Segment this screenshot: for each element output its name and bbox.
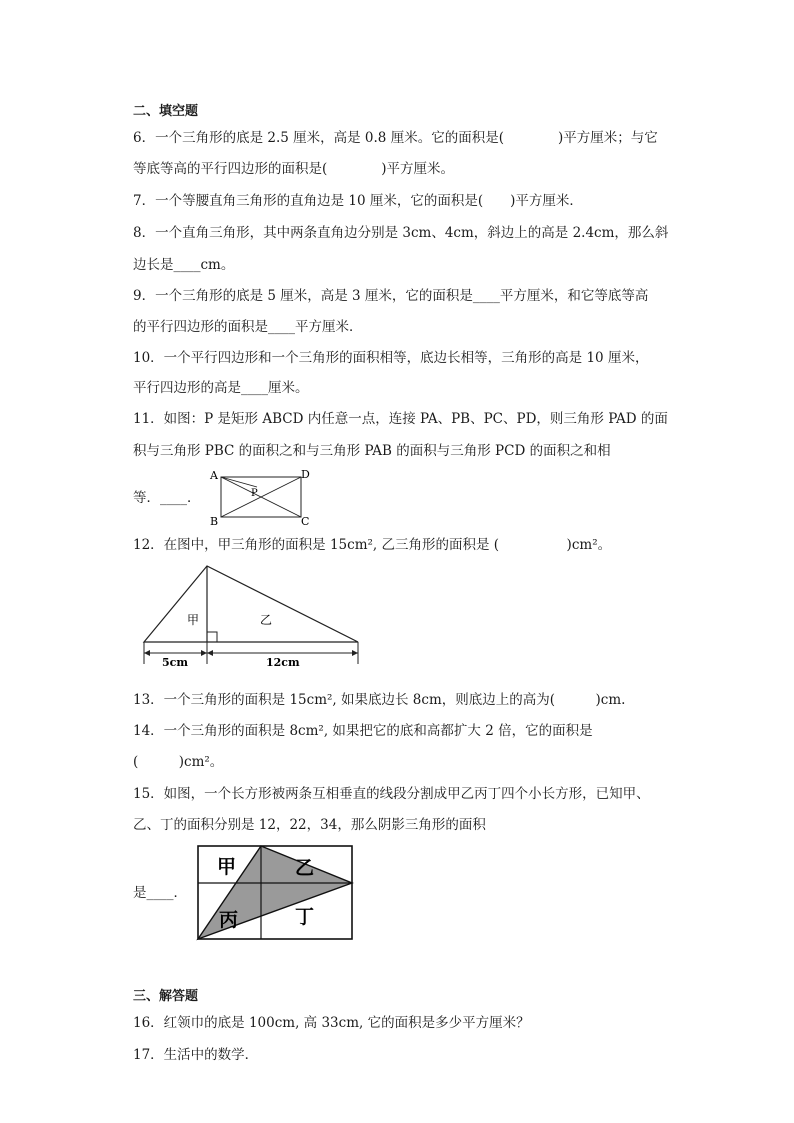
rectangle-abcd-figure <box>205 465 325 530</box>
question-15-line-3: 是____． <box>133 885 187 901</box>
label-d: D <box>301 468 310 481</box>
divided-rectangle-figure <box>195 843 357 943</box>
label-5cm: 5cm <box>162 656 188 669</box>
question-13: 13．一个三角形的面积是 15cm², 如果底边长 8cm，则底边上的高为( )cm. <box>133 692 626 708</box>
question-8-line-2: 边长是____cm。 <box>133 257 235 273</box>
question-14-line-1: 14．一个三角形的面积是 8cm², 如果把它的底和高都扩大 2 倍，它的面积是 <box>133 723 593 739</box>
question-11-line-3: 等．____． <box>133 490 201 506</box>
label-bing: 丙 <box>219 909 239 931</box>
question-8-line-1: 8．一个直角三角形，其中两条直角边分别是 3cm、4cm，斜边上的高是 2.4cm，那么斜 <box>133 225 669 241</box>
question-11-line-2: 积与三角形 PBC 的面积之和与三角形 PAB 的面积与三角形 PCD 的面积之和相 <box>133 443 611 459</box>
arrow-left-1 <box>144 650 150 656</box>
section-title-fill: 二、填空题 <box>133 104 199 119</box>
label-yi: 乙 <box>295 857 315 879</box>
label-c: C <box>301 515 310 528</box>
label-12cm: 12cm <box>266 656 300 669</box>
question-7: 7．一个等腰直角三角形的直角边是 10 厘米，它的面积是( )平方厘米． <box>133 193 583 209</box>
question-12: 12．在图中，甲三角形的面积是 15cm², 乙三角形的面积是 ( )cm²。 <box>133 537 612 553</box>
label-jia: 甲 <box>217 856 237 878</box>
label-yi: 乙 <box>260 613 273 627</box>
question-10-line-1: 10．一个平行四边形和一个三角形的面积相等，底边长相等，三角形的高是 10 厘米， <box>133 350 649 366</box>
question-14-line-2: ( )cm²。 <box>133 754 224 770</box>
triangle-jia-yi-figure <box>138 560 368 672</box>
right-angle-mark <box>207 632 217 642</box>
label-p: P <box>251 488 258 499</box>
label-b: B <box>210 515 219 528</box>
question-17: 17．生活中的数学． <box>133 1047 259 1063</box>
label-ding: 丁 <box>295 906 315 928</box>
question-6-line-1: 6．一个三角形的底是 2.5 厘米，高是 0.8 厘米。它的面积是( )平方厘米；与它 <box>133 130 658 146</box>
arrow-right-1 <box>207 650 213 656</box>
question-10-line-2: 平行四边形的高是____厘米。 <box>133 380 309 396</box>
label-jia: 甲 <box>187 613 200 627</box>
arrow-left-2 <box>201 650 207 656</box>
label-a: A <box>210 469 218 482</box>
arrow-right-2 <box>352 650 358 656</box>
question-15-line-1: 15．如图，一个长方形被两条互相垂直的线段分割成甲乙丙丁四个小长方形，已知甲、 <box>133 786 650 802</box>
question-16: 16．红领巾的底是 100cm, 高 33cm, 它的面积是多少平方厘米？ <box>133 1015 530 1031</box>
question-6-line-2: 等底等高的平行四边形的面积是( )平方厘米。 <box>133 161 455 177</box>
big-triangle <box>144 566 358 642</box>
question-11-line-1: 11．如图：P 是矩形 ABCD 内任意一点，连接 PA、PB、PC、PD，则三角形 PAD 的面 <box>133 411 668 427</box>
question-9-line-2: 的平行四边形的面积是____平方厘米． <box>133 319 363 335</box>
section-title-answer: 三、解答题 <box>133 989 199 1004</box>
question-15-line-2: 乙、丁的面积分别是 12，22，34，那么阴影三角形的面积 <box>133 817 486 833</box>
question-9-line-1: 9．一个三角形的底是 5 厘米，高是 3 厘米，它的面积是____平方厘米，和它等底等高 <box>133 288 649 304</box>
